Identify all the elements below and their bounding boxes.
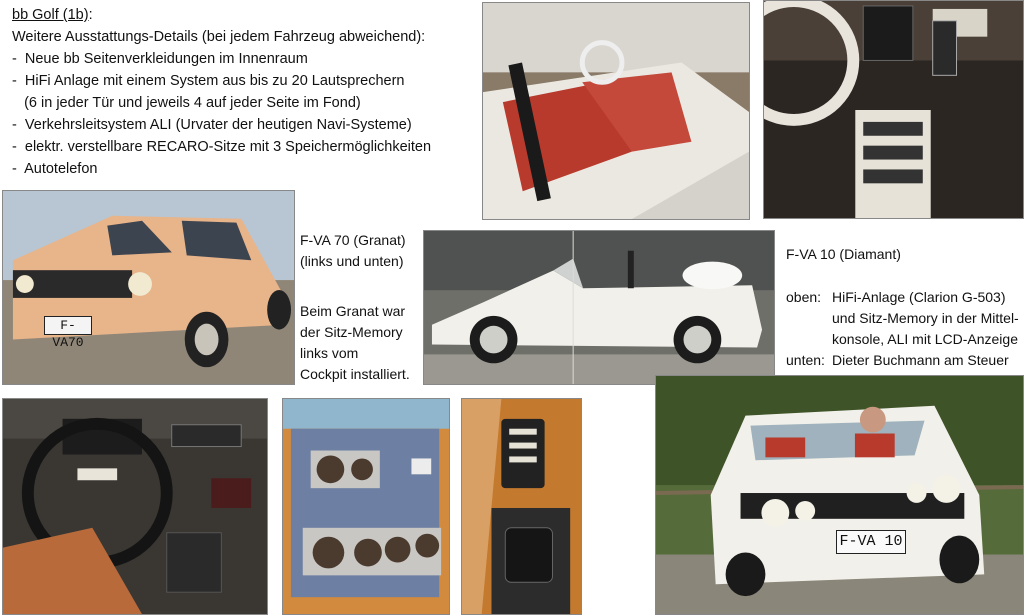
granat-caption-line: F-VA 70 (Granat)	[300, 232, 406, 248]
diamant-row	[786, 308, 1019, 329]
diamant-row-key	[786, 329, 832, 350]
granat-note-line: Cockpit installiert.	[300, 366, 410, 382]
intro-subtitle: Weitere Ausstattungs-Details (bei jedem Fahrzeug abweichend):	[12, 29, 426, 45]
diamant-row	[786, 329, 1019, 350]
diamant-row-key: oben:	[786, 289, 822, 305]
granat-note-line: links vom	[300, 345, 359, 361]
granat-note	[300, 301, 410, 385]
diamant-row-text: Dieter Buchmann am Steuer	[832, 352, 1009, 368]
diamant-row-text: konsole, ALI mit LCD-Anzeige	[832, 331, 1018, 347]
diamant-row	[786, 287, 1019, 308]
photo-granat-car	[2, 190, 295, 385]
photo-granat-cockpit	[2, 398, 268, 615]
diamant-row-key: unten:	[786, 352, 825, 368]
intro-item: - Autotelefon	[12, 161, 98, 177]
diamant-row	[786, 350, 1019, 371]
intro-title-colon: :	[88, 7, 93, 23]
photo-diamant-car	[655, 375, 1024, 615]
photo-door-speakers	[282, 398, 450, 615]
granat-license-plate: F-VA70	[44, 316, 92, 335]
photo-convertible-side	[423, 230, 775, 385]
intro-item: (6 in jeder Tür und jeweils 4 auf jeder Seite im Fond)	[12, 95, 361, 111]
diamant-row-text: und Sitz-Memory in der Mittel-	[832, 310, 1019, 326]
granat-note-line: der Sitz-Memory	[300, 324, 403, 340]
intro-item: - Neue bb Seitenverkleidungen im Innenraum	[12, 51, 308, 67]
diamant-description	[786, 287, 1019, 371]
photo-memory-controls	[461, 398, 582, 615]
intro-title: bb Golf (1b)	[12, 7, 89, 23]
diamant-row-text: HiFi-Anlage (Clarion G-503)	[832, 289, 1006, 305]
intro-block	[12, 4, 431, 180]
granat-caption	[300, 230, 406, 272]
photo-center-console	[763, 0, 1024, 219]
diamant-license-plate: F-VA 10	[836, 530, 906, 554]
intro-item: - Verkehrsleitsystem ALI (Urvater der heutigen Navi-Systeme)	[12, 117, 412, 133]
granat-caption-line: (links und unten)	[300, 253, 404, 269]
photo-convertible-interior	[482, 2, 750, 220]
intro-item: - HiFi Anlage mit einem System aus bis zu 20 Lautsprechern	[12, 73, 405, 89]
granat-note-line: Beim Granat war	[300, 303, 406, 319]
intro-item: - elektr. verstellbare RECARO-Sitze mit 3 Speichermöglichkeiten	[12, 139, 432, 155]
diamant-row-key	[786, 308, 832, 329]
diamant-caption: F-VA 10 (Diamant)	[786, 246, 901, 262]
